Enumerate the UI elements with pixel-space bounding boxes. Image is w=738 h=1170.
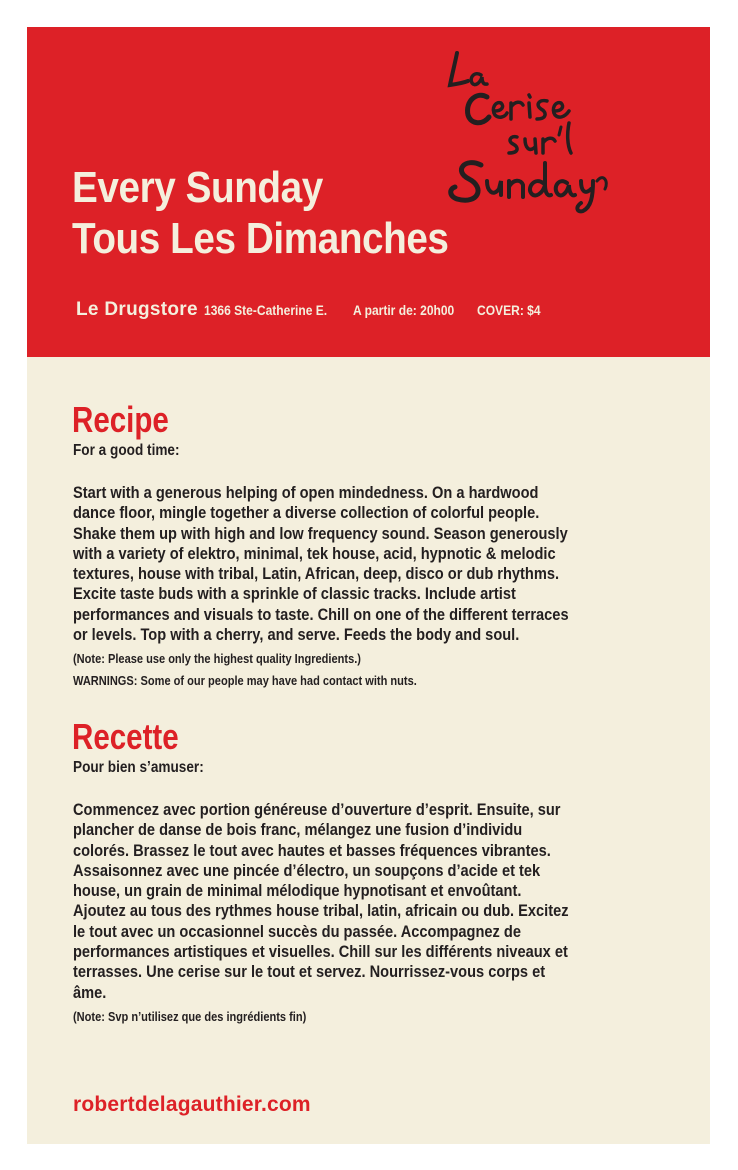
website-link[interactable]: robertdelagauthier.com [73,1093,311,1116]
header-banner [27,27,710,357]
recette-note: (Note: Svp n’utilisez que des ingrédients fin) [73,1009,307,1024]
recette-line: terrasses. Une cerise sur le tout et servez. Nourrissez-vous corps et [73,962,546,982]
recette-paragraph [73,800,598,1003]
recipe-line: performances and visuals to taste. Chill on one of the different terraces [73,604,569,624]
recette-line: le tout avec un occasionnel succès du passée. Accompagnez de [73,921,521,941]
recette-line: Commencez avec portion généreuse d’ouverture d’esprit. Ensuite, sur [73,800,561,819]
recipe-subtitle: For a good time: [73,442,180,459]
recette-line: house, un grain de minimal mélodique hypnotisant et envoûtant. [73,881,522,901]
recipe-line: Shake them up with high and low frequency sound. Season generously [73,523,568,543]
recipe-line: or levels. Top with a cherry, and serve. Feeds the body and soul. [73,625,520,645]
recipe-line: Start with a generous helping of open mindedness. On a hardwood [73,483,539,502]
recipe-line: dance floor, mingle together a diverse collection of colorful people. [73,503,540,523]
recette-line: colorés. Brassez le tout avec hautes et basses fréquences vibrantes. [73,840,551,860]
cover-price: COVER: $4 [476,302,541,318]
recipe-note: (Note: Please use only the highest quality Ingredients.) [73,651,361,666]
headline-every-sunday: Every Sunday [72,163,323,212]
venue-address: 1366 Ste-Catherine E. [203,302,327,318]
headline-tous-les-dimanches: Tous Les Dimanches [72,214,449,263]
recipe-line: textures, house with tribal, Latin, African, deep, disco or dub rhythms. [73,564,560,584]
recipe-title: Recipe [72,399,169,440]
recipe-warning: WARNINGS: Some of our people may have had contact with nuts. [73,673,417,688]
recipe-line: with a variety of elektro, minimal, tek house, acid, hypnotic & melodic [73,543,556,563]
recette-line: Ajoutez au tous des rythmes house tribal, latin, africain ou dub. Excitez [73,901,569,921]
recette-subtitle: Pour bien s’amuser: [73,759,204,776]
venue-name: Le Drugstore [76,299,198,320]
recette-line: âme. [73,982,107,1002]
venue-line [76,299,551,321]
flyer [27,27,710,1144]
recette-line: Assaisonnez avec une pincée d’électro, un soupçons d’acide et tek [73,860,541,880]
recipe-line: Excite taste buds with a sprinkle of classic tracks. Include artist [73,584,516,604]
recette-line: performances artistiques et visuelles. Chill sur les différents niveaux et [73,942,568,962]
start-time: A partir de: 20h00 [353,302,455,318]
recipe-paragraph [73,483,598,645]
recette-title: Recette [72,716,179,757]
la-cerise-sur-l-sunday-logo [435,41,625,221]
logo-artwork [435,41,625,221]
recette-line: plancher de danse de bois franc, mélangez une fusion d’individu [73,820,523,840]
